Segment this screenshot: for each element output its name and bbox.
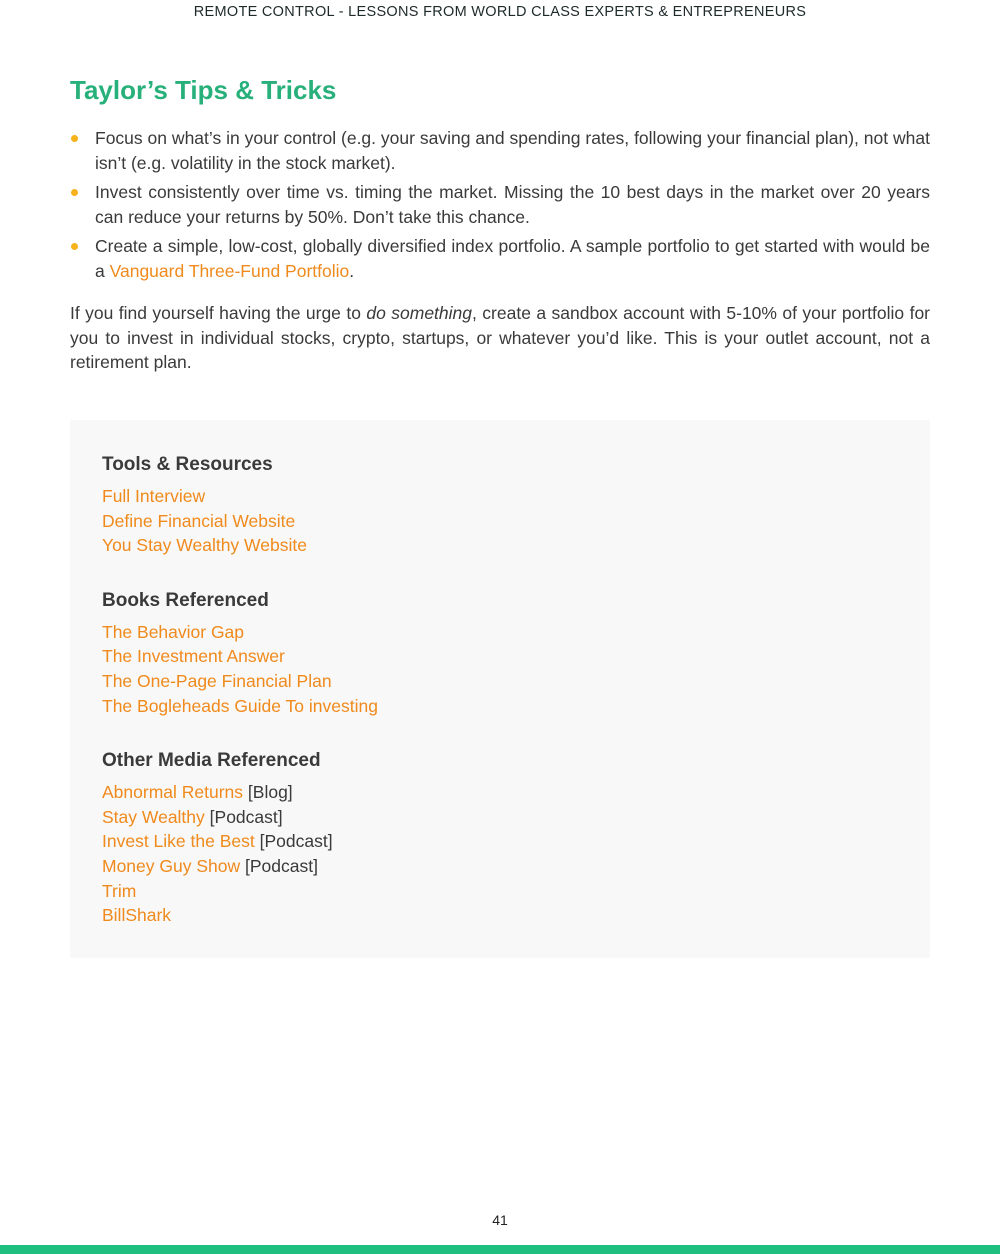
tools-resources-group [102, 452, 898, 558]
resource-link[interactable]: The Bogleheads Guide To investing [102, 695, 378, 716]
resource-item [102, 903, 898, 928]
resource-link[interactable]: Full Interview [102, 486, 206, 506]
resource-item [102, 879, 898, 904]
media-referenced-list [102, 780, 898, 928]
tip-text: Invest consistently over time vs. timing the market. Missing the 10 best days in the market over 20 years can reduce your returns by 50%. Don’t take this chance. [95, 182, 930, 227]
resource-link[interactable]: The Investment Answer [102, 646, 285, 667]
resource-link[interactable]: The Behavior Gap [102, 621, 245, 642]
resource-link[interactable]: You Stay Wealthy Website [102, 535, 307, 556]
tip-text: Focus on what’s in your control (e.g. your saving and spending rates, following your financial plan), not what isn’t (e.g. volatility in the stock market). [95, 128, 930, 173]
books-referenced-group [102, 588, 898, 718]
resource-item [102, 484, 898, 509]
tip-text-end: . [349, 260, 355, 281]
resource-link[interactable]: BillShark [102, 905, 172, 926]
paragraph-text: If you find yourself having the urge to [70, 303, 367, 323]
resource-type-tag: [Podcast] [259, 831, 333, 852]
tip-text: Create a simple, low-cost, globally diversified index portfolio. A sample portfolio to get started with would be a [95, 236, 930, 281]
resource-item [102, 854, 898, 879]
media-referenced-group [102, 748, 898, 928]
resource-item [102, 805, 898, 830]
bullet-dot-icon [71, 135, 78, 142]
resource-link[interactable]: Abnormal Returns [102, 782, 244, 803]
resource-item [102, 669, 898, 694]
tip-item [70, 234, 930, 283]
running-header: REMOTE CONTROL - LESSONS FROM WORLD CLASS EXPERTS & ENTREPRENEURS [193, 4, 807, 20]
resource-link[interactable]: Invest Like the Best [102, 831, 255, 852]
books-referenced-list [102, 620, 898, 718]
resources-box [70, 420, 930, 958]
resource-item [102, 780, 898, 805]
vanguard-portfolio-link[interactable]: Vanguard Three-Fund Portfolio [109, 260, 350, 281]
resource-type-tag: [Podcast] [245, 855, 318, 876]
paragraph-emphasis: do something [366, 303, 473, 323]
paragraph-text-end: , create a sandbox account with 5-10% of your portfolio for you to invest in individual stocks, crypto, startups, or whatever you’d like. This is your outlet account, not a retirement plan. [70, 303, 930, 372]
resource-link[interactable]: Define Financial Website [102, 510, 296, 531]
resource-type-tag: [Blog] [247, 782, 293, 803]
resource-item [102, 829, 898, 854]
resource-item [102, 644, 898, 669]
resource-link[interactable]: The One-Page Financial Plan [102, 670, 332, 691]
resource-item [102, 533, 898, 558]
resource-link[interactable]: Stay Wealthy [102, 806, 205, 827]
resource-item [102, 694, 898, 719]
footer-bar [0, 1245, 1000, 1254]
resource-link[interactable]: Trim [102, 880, 137, 901]
resource-item [102, 509, 898, 534]
tools-resources-list [102, 484, 898, 558]
tip-item [70, 180, 930, 229]
bullet-dot-icon [71, 243, 78, 250]
tips-list [70, 126, 930, 288]
section-title: Taylor’s Tips & Tricks [70, 75, 337, 105]
tip-item [70, 126, 930, 175]
media-referenced-heading: Other Media Referenced [102, 750, 321, 772]
tools-resources-heading: Tools & Resources [102, 454, 273, 475]
resource-type-tag: [Podcast] [209, 806, 283, 827]
page-number: 41 [492, 1212, 508, 1228]
sandbox-paragraph [70, 301, 930, 375]
resource-link[interactable]: Money Guy Show [102, 855, 241, 876]
resource-item [102, 620, 898, 645]
bullet-dot-icon [71, 189, 78, 196]
books-referenced-heading: Books Referenced [102, 589, 269, 611]
